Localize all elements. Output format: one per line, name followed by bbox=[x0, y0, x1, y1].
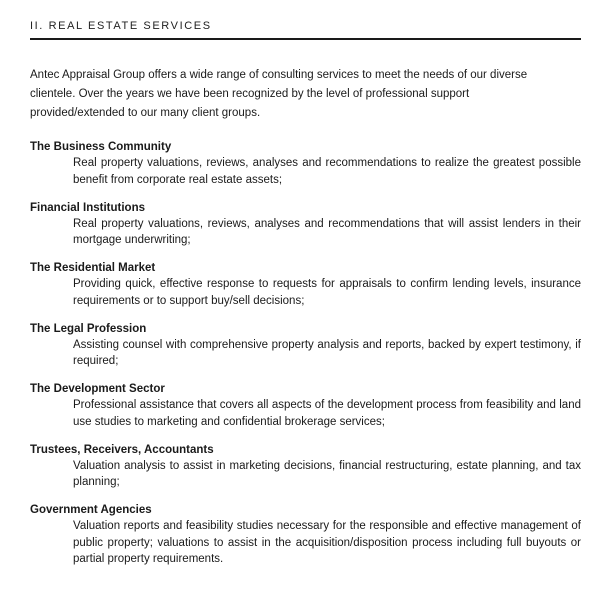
service-description: Providing quick, effective response to requests for appraisals to confirm lending levels, insurance requirements or to support buy/sell decisions; bbox=[73, 278, 581, 307]
service-title: The Business Community bbox=[30, 141, 172, 153]
service-description: Assisting counsel with comprehensive property analysis and reports, backed by expert testimony, if required; bbox=[73, 338, 581, 367]
service-item-financial-institutions bbox=[30, 200, 581, 249]
service-description: Professional assistance that covers all aspects of the development process from feasibility and land use studies to marketing and confidential brokerage services; bbox=[73, 399, 581, 428]
service-item-government-agencies bbox=[30, 502, 581, 568]
service-item-residential-market bbox=[30, 260, 581, 309]
service-item-business-community bbox=[30, 139, 581, 188]
service-title: Financial Institutions bbox=[30, 201, 146, 214]
service-description: Real property valuations, reviews, analyses and recommendations to realize the greatest possible benefit from corporate real estate assets; bbox=[73, 157, 581, 186]
services-list bbox=[30, 139, 581, 579]
intro-paragraph: Antec Appraisal Group offers a wide range of consulting services to meet the needs of our diverse clientele. Over the years we have been recognized by the level of professional support provided/extended to our many client groups. bbox=[30, 69, 528, 119]
service-item-development-sector bbox=[30, 381, 581, 430]
service-title: The Legal Profession bbox=[30, 322, 147, 335]
service-title: The Development Sector bbox=[30, 383, 165, 395]
section-heading: II. REAL ESTATE SERVICES bbox=[30, 20, 212, 32]
service-description: Valuation reports and feasibility studies necessary for the responsible and effective management of public property; valuations to assist in the acquisition/disposition process including full buyouts or partial property requirements. bbox=[73, 520, 581, 565]
heading-divider bbox=[30, 38, 581, 40]
service-description: Valuation analysis to assist in marketing decisions, financial restructuring, estate planning, and tax planning; bbox=[73, 459, 581, 488]
service-item-legal-profession bbox=[30, 321, 581, 370]
service-title: Government Agencies bbox=[30, 504, 152, 516]
service-description: Real property valuations, reviews, analyses and recommendations that will assist lenders in their mortgage underwriting; bbox=[73, 217, 581, 246]
service-title: Trustees, Receivers, Accountants bbox=[30, 443, 214, 456]
service-item-trustees-receivers-accountants bbox=[30, 442, 581, 491]
service-title: The Residential Market bbox=[30, 262, 156, 274]
